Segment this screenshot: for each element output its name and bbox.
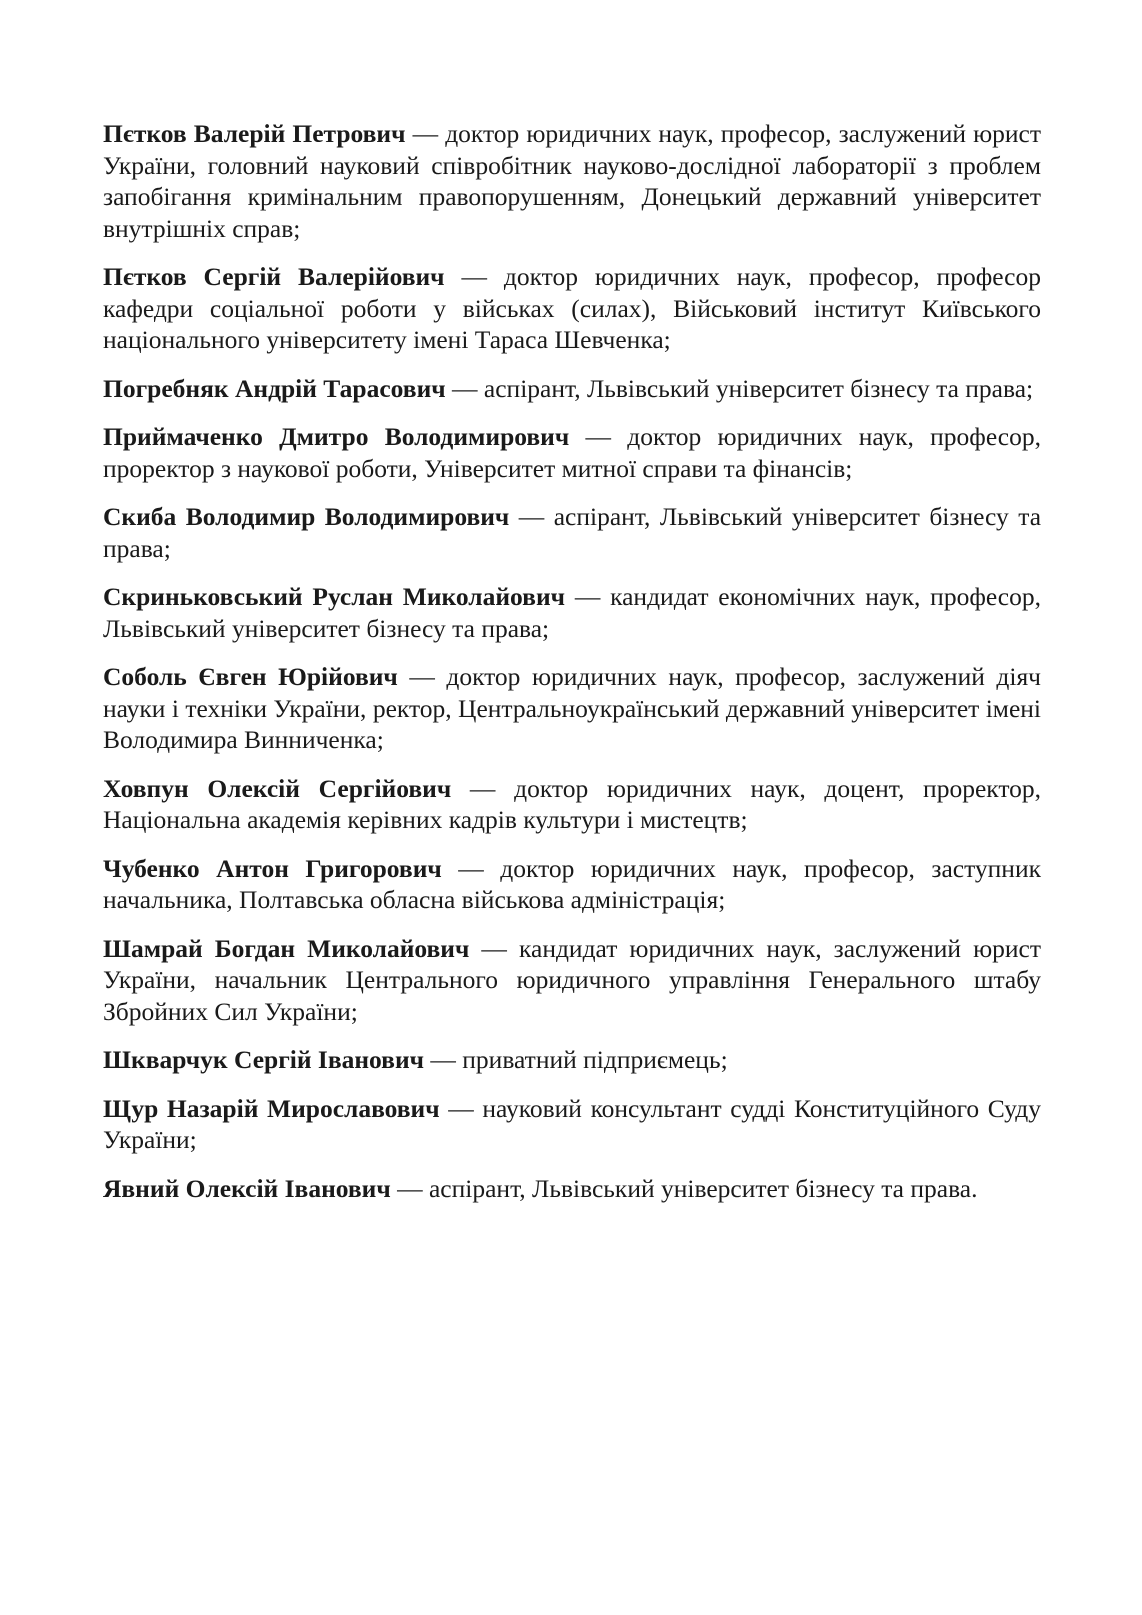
author-entry <box>103 1173 1041 1205</box>
author-name: Пєтков Валерій Петрович <box>103 119 406 148</box>
author-description: — доктор юридичних наук, професор, заслужений діяч науки і техніки України, ректор, Центральноукраїнський державний університет імені Володимира Винниченка; <box>103 662 1041 754</box>
author-entry <box>103 773 1041 836</box>
author-entry <box>103 1093 1041 1156</box>
author-description: — доктор юридичних наук, професор, проректор з наукової роботи, Університет митної справи та фінансів; <box>103 422 1041 483</box>
author-description: — науковий консультант судді Конституційного Суду України; <box>103 1093 1041 1154</box>
author-description: — доктор юридичних наук, професор, заступник начальника, Полтавська обласна військова адміністрація; <box>103 853 1041 914</box>
author-entry <box>103 118 1041 244</box>
author-entry <box>103 581 1041 644</box>
author-name: Скиба Володимир Володимирович <box>103 502 510 531</box>
author-entry <box>103 421 1041 484</box>
author-description: — кандидат економічних наук, професор, Львівський університет бізнесу та права; <box>103 582 1041 643</box>
author-entry <box>103 853 1041 916</box>
author-name: Скриньковський Руслан Миколайович <box>103 582 566 611</box>
author-description: — аспірант, Львівський університет бізнесу та права; <box>445 373 1034 403</box>
author-entry <box>103 933 1041 1028</box>
author-entry <box>103 1044 1041 1076</box>
author-entry <box>103 261 1041 356</box>
author-name: Пєтков Сергій Валерійович <box>103 262 445 291</box>
author-name: Ховпун Олексій Сергійович <box>103 773 452 803</box>
author-description: — доктор юридичних наук, доцент, проректор, Національна академія керівних кадрів культури і мистецтв; <box>103 773 1042 834</box>
author-description: — аспірант, Львівський університет бізнесу та права. <box>390 1173 978 1203</box>
author-list <box>103 118 1041 1221</box>
author-name: Чубенко Антон Григорович <box>103 853 442 883</box>
author-description: — аспірант, Львівський університет бізнесу та права; <box>103 502 1042 563</box>
author-description: — доктор юридичних наук, професор, заслужений юрист України, головний науковий співробітник науково-дослідної лабораторії з проблем запобігання кримінальним правопорушенням, Донецький державний університет внутрішніх справ; <box>103 119 1041 243</box>
author-name: Шкварчук Сергій Іванович <box>103 1045 425 1074</box>
author-description: — доктор юридичних наук, професор, професор кафедри соціальної роботи у військах (силах), Військовий інститут Київського національного університету імені Тараса Шевченка; <box>103 262 1041 354</box>
author-name: Погребняк Андрій Тарасович <box>103 373 446 403</box>
author-description: — приватний підприємець; <box>424 1045 728 1074</box>
author-name: Соболь Євген Юрійович <box>103 662 398 691</box>
author-name: Приймаченко Дмитро Володимирович <box>103 422 570 451</box>
author-name: Щур Назарій Мирославович <box>103 1093 440 1123</box>
author-name: Шамрай Богдан Миколайович <box>103 933 470 963</box>
author-name: Явний Олексій Іванович <box>103 1173 391 1203</box>
author-entry <box>103 661 1041 756</box>
author-entry <box>103 373 1041 405</box>
author-entry <box>103 501 1041 564</box>
author-description: — кандидат юридичних наук, заслужений юрист України, начальник Центрального юридичного управління Генерального штабу Збройних Сил України; <box>103 933 1042 1026</box>
